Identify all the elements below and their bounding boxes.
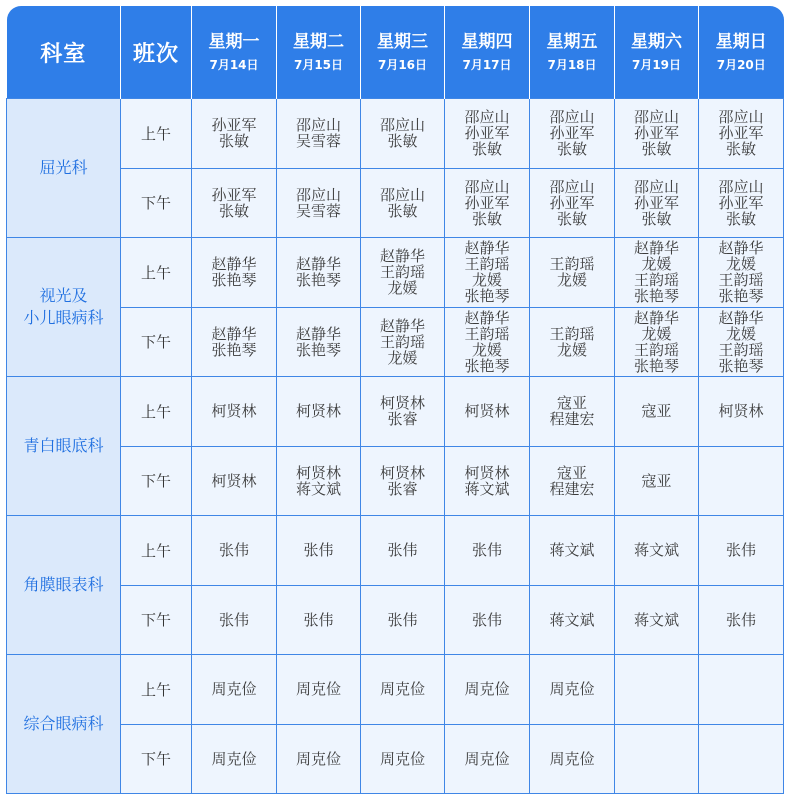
doctor-name: 周克俭 <box>379 680 425 699</box>
doctor-name: 张艳琴 <box>295 340 341 359</box>
schedule-cell <box>530 168 615 238</box>
schedule-cell <box>530 377 615 447</box>
schedule-cell <box>445 516 530 586</box>
day-name: 星期日 <box>715 32 767 52</box>
schedule-cell <box>445 724 530 794</box>
doctor-name: 赵静华 <box>211 255 257 274</box>
day-date: 7月17日 <box>462 58 512 72</box>
doctor-name: 赵静华 <box>718 308 764 327</box>
doctor-name: 赵静华 <box>464 239 510 258</box>
doctor-name: 孙亚军 <box>549 124 595 143</box>
doctor-name: 张艳琴 <box>718 356 764 375</box>
doctor-name: 张艳琴 <box>211 271 257 290</box>
schedule-row <box>7 655 784 725</box>
schedule-cell <box>277 446 361 516</box>
doctor-name: 孙亚军 <box>211 185 257 204</box>
schedule-cell <box>192 724 277 794</box>
doctor-name: 邵应山 <box>464 108 510 127</box>
doctor-schedule-table <box>6 6 784 794</box>
doctor-name: 柯贤林 <box>379 394 425 413</box>
dept-column-header <box>7 6 121 99</box>
doctor-name: 邵应山 <box>633 108 679 127</box>
doctor-name: 王韵瑶 <box>549 324 595 343</box>
schedule-cell <box>699 655 784 725</box>
doctor-name: 龙媛 <box>641 255 672 274</box>
schedule-cell <box>530 307 615 377</box>
schedule-cell <box>277 585 361 655</box>
shift-label: 上午 <box>121 377 192 447</box>
doctor-name: 孙亚军 <box>464 124 510 143</box>
doctor-name: 邵应山 <box>549 177 595 196</box>
doctor-name: 龙媛 <box>725 324 756 343</box>
shift-label: 上午 <box>121 99 192 169</box>
schedule-cell <box>361 377 445 447</box>
schedule-cell <box>699 516 784 586</box>
schedule-cell <box>445 446 530 516</box>
doctor-name: 张伟 <box>387 541 418 560</box>
doctor-name: 龙媛 <box>471 271 502 290</box>
schedule-cell <box>361 307 445 377</box>
day-header <box>699 6 784 99</box>
schedule-cell <box>530 516 615 586</box>
doctor-name: 邵应山 <box>633 177 679 196</box>
doctor-name: 张敏 <box>725 140 756 159</box>
doctor-name: 蒋文斌 <box>549 541 595 560</box>
schedule-row <box>7 99 784 169</box>
doctor-name: 周克俭 <box>549 680 595 699</box>
department-name: 角膜眼表科 <box>7 516 121 655</box>
schedule-row <box>7 307 784 377</box>
schedule-row <box>7 168 784 238</box>
doctor-name: 王韵瑶 <box>633 340 679 359</box>
doctor-name: 张伟 <box>471 610 502 629</box>
schedule-cell <box>361 585 445 655</box>
schedule-row <box>7 238 784 308</box>
schedule-cell <box>192 99 277 169</box>
doctor-name: 孙亚军 <box>211 116 257 135</box>
doctor-name: 周克俭 <box>295 680 341 699</box>
schedule-cell <box>615 585 699 655</box>
doctor-name: 柯贤林 <box>211 402 257 421</box>
shift-label: 下午 <box>121 724 192 794</box>
doctor-name: 寇亚 <box>641 471 672 490</box>
doctor-name: 张艳琴 <box>633 356 679 375</box>
doctor-name: 张伟 <box>725 541 756 560</box>
shift-label: 上午 <box>121 516 192 586</box>
schedule-cell <box>277 516 361 586</box>
schedule-cell <box>445 377 530 447</box>
shift-label: 下午 <box>121 446 192 516</box>
schedule-cell <box>277 377 361 447</box>
doctor-name: 周克俭 <box>295 749 341 768</box>
schedule-cell <box>445 585 530 655</box>
shift-label: 下午 <box>121 307 192 377</box>
day-date: 7月15日 <box>293 58 344 72</box>
doctor-name: 赵静华 <box>379 247 425 266</box>
header-row <box>7 6 784 99</box>
doctor-name: 赵静华 <box>633 239 679 258</box>
doctor-name: 寇亚 <box>641 402 672 421</box>
doctor-name: 吴雪蓉 <box>295 132 341 151</box>
doctor-name: 王韵瑶 <box>379 332 425 351</box>
doctor-name: 孙亚军 <box>633 124 679 143</box>
day-name: 星期六 <box>631 32 682 52</box>
doctor-name: 邵应山 <box>718 177 764 196</box>
schedule-row <box>7 446 784 516</box>
day-date: 7月19日 <box>631 58 682 72</box>
department-name: 屈光科 <box>7 99 121 238</box>
day-date: 7月18日 <box>547 58 597 72</box>
schedule-cell <box>445 655 530 725</box>
schedule-cell <box>615 446 699 516</box>
doctor-name: 张敏 <box>641 209 672 228</box>
doctor-name: 张伟 <box>471 541 502 560</box>
doctor-name: 寇亚 <box>556 463 587 482</box>
schedule-cell <box>192 307 277 377</box>
department-name <box>7 238 121 377</box>
schedule-cell <box>699 99 784 169</box>
doctor-name: 程建宏 <box>549 479 595 498</box>
schedule-cell <box>277 238 361 308</box>
schedule-cell <box>445 307 530 377</box>
doctor-name: 张艳琴 <box>464 356 510 375</box>
day-date: 7月20日 <box>716 58 766 72</box>
doctor-name: 王韵瑶 <box>718 340 764 359</box>
schedule-cell <box>615 238 699 308</box>
schedule-cell <box>530 446 615 516</box>
schedule-row <box>7 377 784 447</box>
schedule-cell <box>530 238 615 308</box>
schedule-cell <box>361 99 445 169</box>
doctor-name: 张伟 <box>387 610 418 629</box>
doctor-name: 张伟 <box>218 610 249 629</box>
schedule-cell <box>699 168 784 238</box>
shift-label: 下午 <box>121 585 192 655</box>
day-header <box>277 6 361 99</box>
schedule-cell <box>277 724 361 794</box>
doctor-name: 邵应山 <box>718 108 764 127</box>
doctor-name: 周克俭 <box>211 680 257 699</box>
doctor-name: 周克俭 <box>211 749 257 768</box>
doctor-name: 柯贤林 <box>718 402 764 421</box>
schedule-cell <box>615 516 699 586</box>
doctor-name: 王韵瑶 <box>633 271 679 290</box>
doctor-name: 周克俭 <box>379 749 425 768</box>
schedule-cell <box>699 585 784 655</box>
doctor-name: 张艳琴 <box>633 287 679 306</box>
schedule-cell <box>530 655 615 725</box>
schedule-cell <box>192 168 277 238</box>
doctor-name: 孙亚军 <box>464 193 510 212</box>
schedule-cell <box>361 168 445 238</box>
doctor-name: 吴雪蓉 <box>295 201 341 220</box>
doctor-name: 邵应山 <box>379 185 425 204</box>
doctor-name: 孙亚军 <box>718 124 764 143</box>
schedule-cell <box>192 377 277 447</box>
doctor-name: 王韵瑶 <box>464 255 510 274</box>
doctor-name: 柯贤林 <box>464 402 510 421</box>
schedule-cell <box>192 585 277 655</box>
schedule-cell <box>615 99 699 169</box>
doctor-name: 赵静华 <box>379 316 425 335</box>
schedule-cell <box>277 307 361 377</box>
doctor-name: 龙媛 <box>471 340 502 359</box>
doctor-name: 赵静华 <box>295 324 341 343</box>
doctor-name: 王韵瑶 <box>549 255 595 274</box>
dept-header-label: 科室 <box>40 41 87 67</box>
doctor-name: 龙媛 <box>387 348 418 367</box>
schedule-cell <box>530 99 615 169</box>
doctor-name: 张艳琴 <box>211 340 257 359</box>
schedule-cell <box>615 307 699 377</box>
schedule-cell <box>699 307 784 377</box>
doctor-name: 赵静华 <box>633 308 679 327</box>
department-name-line: 小儿眼病科 <box>23 308 104 327</box>
doctor-name: 孙亚军 <box>633 193 679 212</box>
doctor-name: 蒋文斌 <box>549 610 595 629</box>
doctor-name: 赵静华 <box>464 308 510 327</box>
department-name-line: 视光及 <box>39 286 88 305</box>
schedule-cell <box>277 655 361 725</box>
doctor-name: 张敏 <box>471 140 502 159</box>
shift-label: 下午 <box>121 168 192 238</box>
doctor-name: 龙媛 <box>556 271 587 290</box>
doctor-name: 张敏 <box>641 140 672 159</box>
day-date: 7月16日 <box>377 58 428 72</box>
doctor-name: 张伟 <box>218 541 249 560</box>
doctor-name: 蒋文斌 <box>464 479 510 498</box>
doctor-name: 王韵瑶 <box>464 324 510 343</box>
schedule-cell <box>277 168 361 238</box>
doctor-name: 程建宏 <box>549 410 595 429</box>
schedule-cell <box>699 446 784 516</box>
doctor-name: 张敏 <box>725 209 756 228</box>
day-header <box>192 6 277 99</box>
schedule-cell <box>615 655 699 725</box>
day-name: 星期二 <box>293 32 344 52</box>
doctor-name: 张敏 <box>218 201 249 220</box>
doctor-name: 张艳琴 <box>295 271 341 290</box>
doctor-name: 龙媛 <box>556 340 587 359</box>
schedule-cell <box>361 655 445 725</box>
doctor-name: 龙媛 <box>641 324 672 343</box>
schedule-cell <box>445 168 530 238</box>
doctor-name: 柯贤林 <box>295 463 341 482</box>
doctor-name: 蒋文斌 <box>295 479 341 498</box>
doctor-name: 张敏 <box>556 209 587 228</box>
doctor-name: 蒋文斌 <box>633 610 679 629</box>
schedule-cell <box>192 238 277 308</box>
day-name: 星期一 <box>208 32 260 52</box>
schedule-container <box>6 6 783 800</box>
doctor-name: 张敏 <box>387 132 418 151</box>
doctor-name: 张敏 <box>218 132 249 151</box>
doctor-name: 王韵瑶 <box>718 271 764 290</box>
schedule-row <box>7 585 784 655</box>
schedule-cell <box>615 168 699 238</box>
doctor-name: 柯贤林 <box>464 463 510 482</box>
doctor-name: 柯贤林 <box>295 402 341 421</box>
schedule-cell <box>615 724 699 794</box>
day-header <box>615 6 699 99</box>
department-name: 综合眼病科 <box>7 655 121 794</box>
schedule-cell <box>699 377 784 447</box>
doctor-name: 周克俭 <box>464 680 510 699</box>
doctor-name: 寇亚 <box>556 394 587 413</box>
schedule-row <box>7 516 784 586</box>
doctor-name: 张睿 <box>387 479 418 498</box>
doctor-name: 张敏 <box>556 140 587 159</box>
doctor-name: 张伟 <box>303 541 334 560</box>
doctor-name: 周克俭 <box>464 749 510 768</box>
schedule-cell <box>445 238 530 308</box>
day-header <box>530 6 615 99</box>
doctor-name: 柯贤林 <box>211 471 257 490</box>
schedule-cell <box>530 724 615 794</box>
schedule-row <box>7 724 784 794</box>
doctor-name: 孙亚军 <box>549 193 595 212</box>
schedule-cell <box>699 238 784 308</box>
doctor-name: 蒋文斌 <box>633 541 679 560</box>
schedule-cell <box>361 446 445 516</box>
doctor-name: 邵应山 <box>549 108 595 127</box>
day-header <box>361 6 445 99</box>
doctor-name: 周克俭 <box>549 749 595 768</box>
schedule-cell <box>277 99 361 169</box>
doctor-name: 张睿 <box>387 410 418 429</box>
doctor-name: 赵静华 <box>295 255 341 274</box>
doctor-name: 柯贤林 <box>379 463 425 482</box>
schedule-cell <box>361 516 445 586</box>
doctor-name: 龙媛 <box>387 279 418 298</box>
doctor-name: 赵静华 <box>211 324 257 343</box>
shift-label: 上午 <box>121 238 192 308</box>
shift-column-header <box>121 6 192 99</box>
doctor-name: 邵应山 <box>464 177 510 196</box>
schedule-cell <box>615 377 699 447</box>
shift-label: 上午 <box>121 655 192 725</box>
doctor-name: 赵静华 <box>718 239 764 258</box>
day-name: 星期三 <box>377 32 428 52</box>
doctor-name: 张伟 <box>303 610 334 629</box>
doctor-name: 张艳琴 <box>464 287 510 306</box>
doctor-name: 张伟 <box>725 610 756 629</box>
doctor-name: 孙亚军 <box>718 193 764 212</box>
schedule-cell <box>530 585 615 655</box>
shift-header-label: 班次 <box>132 41 179 67</box>
schedule-body <box>7 99 784 794</box>
day-name: 星期五 <box>546 32 598 52</box>
day-name: 星期四 <box>461 32 513 52</box>
schedule-cell <box>445 99 530 169</box>
schedule-cell <box>192 655 277 725</box>
day-date: 7月14日 <box>209 58 259 72</box>
doctor-name: 张敏 <box>471 209 502 228</box>
schedule-cell <box>192 516 277 586</box>
schedule-cell <box>192 446 277 516</box>
doctor-name: 龙媛 <box>725 255 756 274</box>
doctor-name: 王韵瑶 <box>379 263 425 282</box>
schedule-cell <box>361 238 445 308</box>
schedule-cell <box>361 724 445 794</box>
day-header <box>445 6 530 99</box>
department-name: 青白眼底科 <box>7 377 121 516</box>
doctor-name: 邵应山 <box>295 185 341 204</box>
doctor-name: 邵应山 <box>295 116 341 135</box>
schedule-cell <box>699 724 784 794</box>
doctor-name: 张艳琴 <box>718 287 764 306</box>
doctor-name: 邵应山 <box>379 116 425 135</box>
doctor-name: 张敏 <box>387 201 418 220</box>
